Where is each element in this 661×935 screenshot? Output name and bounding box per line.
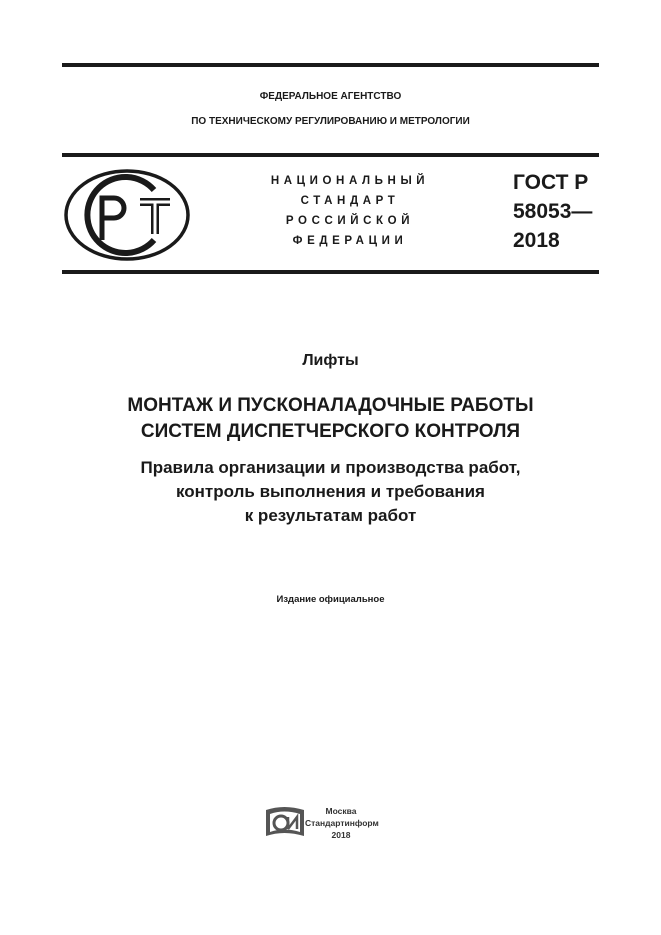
standard-designation [513,168,592,255]
subtitle-line: Правила организации и производства работ, [140,458,521,477]
publisher-city: Москва [325,806,357,816]
standard-type-line: ФЕДЕРАЦИИ [292,235,408,247]
standartinform-logo-icon [264,804,306,840]
designation-line-1: ГОСТ Р [513,171,589,194]
edition-label: Издание официальное [276,594,385,605]
title-topic: Лифты [302,352,359,369]
subtitle [0,456,661,528]
standard-type-line: НАЦИОНАЛЬНЫЙ [270,175,430,187]
main-title-line: МОНТАЖ И ПУСКОНАЛАДОЧНЫЕ РАБОТЫ [127,395,534,416]
publisher-name: Стандартинформ [305,818,379,828]
standard-type-line: РОССИЙСКОЙ [285,215,415,227]
agency-line-2: ПО ТЕХНИЧЕСКОМУ РЕГУЛИРОВАНИЮ И МЕТРОЛОГИИ [191,116,470,127]
main-title-line: СИСТЕМ ДИСПЕТЧЕРСКОГО КОНТРОЛЯ [140,421,521,442]
subtitle-line: контроль выполнения и требования [176,482,485,501]
rst-logo-icon [62,168,192,264]
publisher-info [305,805,377,841]
top-rule [62,63,599,67]
subtitle-line: к результатам работ [244,506,417,525]
designation-line-3: 2018 [513,229,560,252]
agency-line-1: ФЕДЕРАЛЬНОЕ АГЕНТСТВО [259,91,402,102]
standard-type [250,171,450,251]
header-rule [62,153,599,157]
standard-type-line: СТАНДАРТ [300,195,400,207]
publisher-year: 2018 [331,830,351,840]
header-bottom-rule [62,270,599,274]
designation-line-2: 58053— [513,200,593,223]
main-title [0,393,661,445]
